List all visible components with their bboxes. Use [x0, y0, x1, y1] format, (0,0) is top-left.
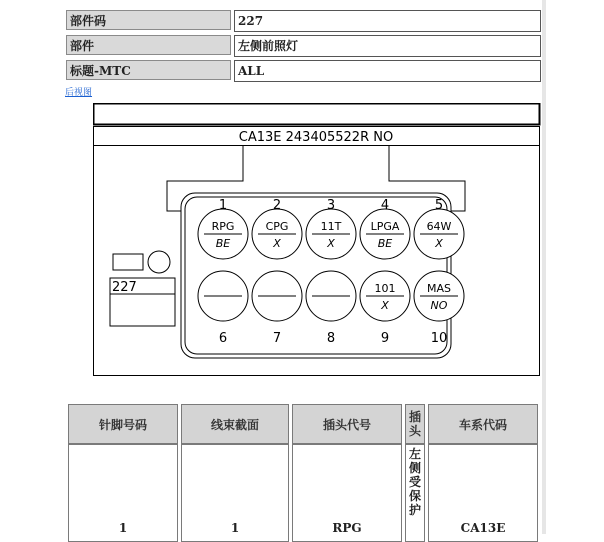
- cell-connector-code: RPG: [292, 444, 402, 542]
- col-wire-section: 线束截面: [181, 404, 289, 444]
- pin-7-number: 7: [272, 331, 282, 346]
- pin-1-number: 1: [218, 198, 228, 213]
- col-pin-number: 针脚号码: [68, 404, 178, 444]
- info-key: 部件: [66, 35, 231, 55]
- col-vehicle-code: 车系代码: [428, 404, 538, 444]
- info-value: 左侧前照灯: [234, 35, 541, 57]
- pin-2-number: 2: [272, 198, 282, 213]
- pin-1-code: RPG: [211, 220, 235, 233]
- table-row: [68, 444, 538, 542]
- pin-9-state: X: [381, 299, 389, 312]
- pin-8-number: 8: [326, 331, 336, 346]
- diagram-title-box: [94, 104, 540, 125]
- cell-connector: 左侧受保护: [405, 444, 425, 542]
- info-value: 227: [234, 10, 541, 32]
- pin-9-number: 9: [380, 331, 390, 346]
- rear-view-link[interactable]: 后视图: [65, 88, 93, 98]
- pin-10-code: MAS: [427, 282, 451, 295]
- pin-10-state: NO: [430, 299, 448, 312]
- pin-5-state: X: [435, 237, 443, 250]
- pin-4-state: BE: [377, 237, 393, 250]
- info-value: ALL: [234, 60, 541, 82]
- col-connector: 插头: [405, 404, 425, 444]
- cell-pin-number: 1: [68, 444, 178, 542]
- pin-3-code: 11T: [320, 220, 342, 233]
- pin-4-code: LPGA: [370, 220, 400, 233]
- info-key: 部件码: [66, 10, 231, 30]
- pin-5-code: 64W: [426, 220, 452, 233]
- label-227: 227: [112, 280, 137, 295]
- info-key: 标题-MTC: [66, 60, 231, 80]
- pin-4-number: 4: [380, 198, 390, 213]
- col-connector-code: 插头代号: [292, 404, 402, 444]
- diagram-header: CA13E 243405522R NO: [238, 130, 394, 145]
- pin-1-state: BE: [215, 237, 231, 250]
- pin-9-code: 101: [374, 282, 396, 295]
- pin-2-state: X: [273, 237, 281, 250]
- pin-10-number: 10: [430, 331, 448, 346]
- scrollbar[interactable]: [542, 0, 546, 534]
- pin-2-code: CPG: [265, 220, 289, 233]
- connector-diagram: [93, 103, 541, 378]
- cell-vehicle-code: CA13E: [428, 444, 538, 542]
- pin-table: [68, 404, 538, 542]
- table-header-row: [68, 404, 538, 444]
- cell-wire-section: 1: [181, 444, 289, 542]
- pin-5-number: 5: [434, 198, 444, 213]
- pin-3-number: 3: [326, 198, 336, 213]
- pin-3-state: X: [327, 237, 335, 250]
- pin-6-number: 6: [218, 331, 228, 346]
